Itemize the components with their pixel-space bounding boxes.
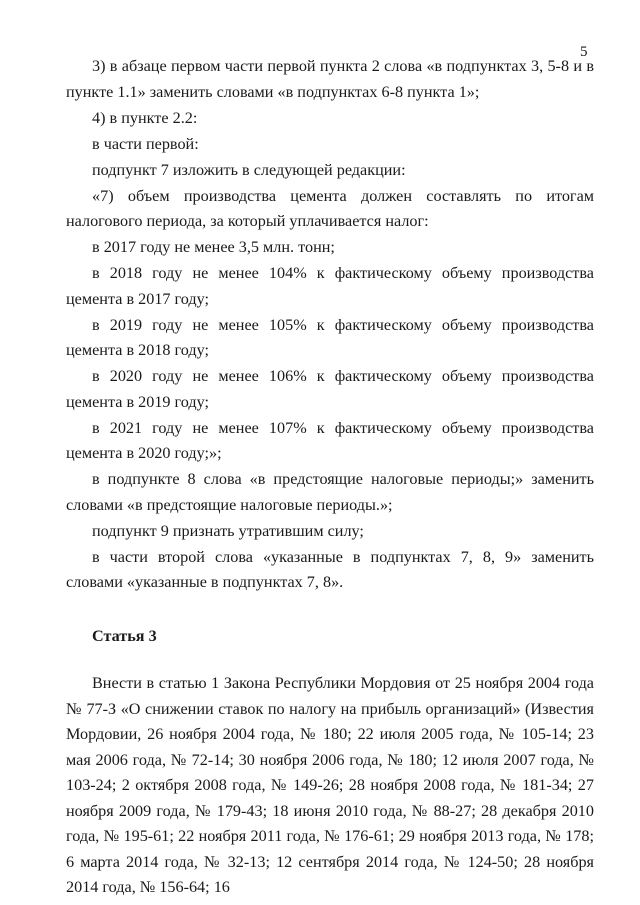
paragraph: 3) в абзаце первом части первой пункта 2 слова «в подпунктах 3, 5-8 и в пункте 1.1» заменить словами «в подпунктах 6-8 пункта 1»; [66, 57, 594, 101]
paragraph: 4) в пункте 2.2: [92, 108, 198, 127]
paragraph: в части первой: [92, 134, 199, 153]
paragraph: в 2019 году не менее 105% к фактическому объему производства цемента в 2018 году; [66, 315, 594, 359]
article-heading: Статья 3 [92, 626, 157, 645]
paragraph: подпункт 9 признать утратившим силу; [92, 521, 364, 540]
article-text: Внести в статью 1 Закона Республики Мордовия от 25 ноября 2004 года № 77-З «О снижении ставок по налогу на прибыль организаций» (Известия Мордовии, 26 ноября 2004 года, № 180; 22 июля 2005 года, № 105-14; 23 мая 2006 года, № 72-14; 30 ноября 2006 года, № 180; 12 июля 2007 года, № 103-24; 2 октября 2008 года, № 149-26; 28 ноября 2008 года, № 181-34; 27 ноября 2009 года, № 179-43; 18 июня 2010 года, № 88-27; 28 декабря 2010 года, № 195-61; 22 ноября 2011 года, № 176-61; 29 ноября 2013 года, № 178; 6 марта 2014 года, № 32-13; 12 сентября 2014 года, № 124-50; 28 ноября 2014 года, № 156-64; 16 [66, 674, 594, 896]
page-number: 5 [580, 44, 588, 60]
document-body [66, 54, 594, 901]
paragraph: в части второй слова «указанные в подпунктах 7, 8, 9» заменить словами «указанные в подпунктах 7, 8». [66, 547, 594, 591]
paragraph: в 2021 году не менее 107% к фактическому объему производства цемента в 2020 году;»; [66, 418, 594, 462]
paragraph: в 2017 году не менее 3,5 млн. тонн; [92, 238, 335, 256]
paragraph: подпункт 7 изложить в следующей редакции: [92, 160, 406, 179]
paragraph: в подпункте 8 слова «в предстоящие налоговые периоды;» заменить словами «в предстоящие налоговые периоды.»; [66, 470, 594, 514]
paragraph: в 2018 году не менее 104% к фактическому объему производства цемента в 2017 году; [66, 264, 594, 308]
paragraph: «7) объем производства цемента должен составлять по итогам налогового периода, за который уплачивается налог: [66, 186, 594, 230]
paragraph: в 2020 году не менее 106% к фактическому объему производства цемента в 2019 году; [66, 367, 594, 411]
